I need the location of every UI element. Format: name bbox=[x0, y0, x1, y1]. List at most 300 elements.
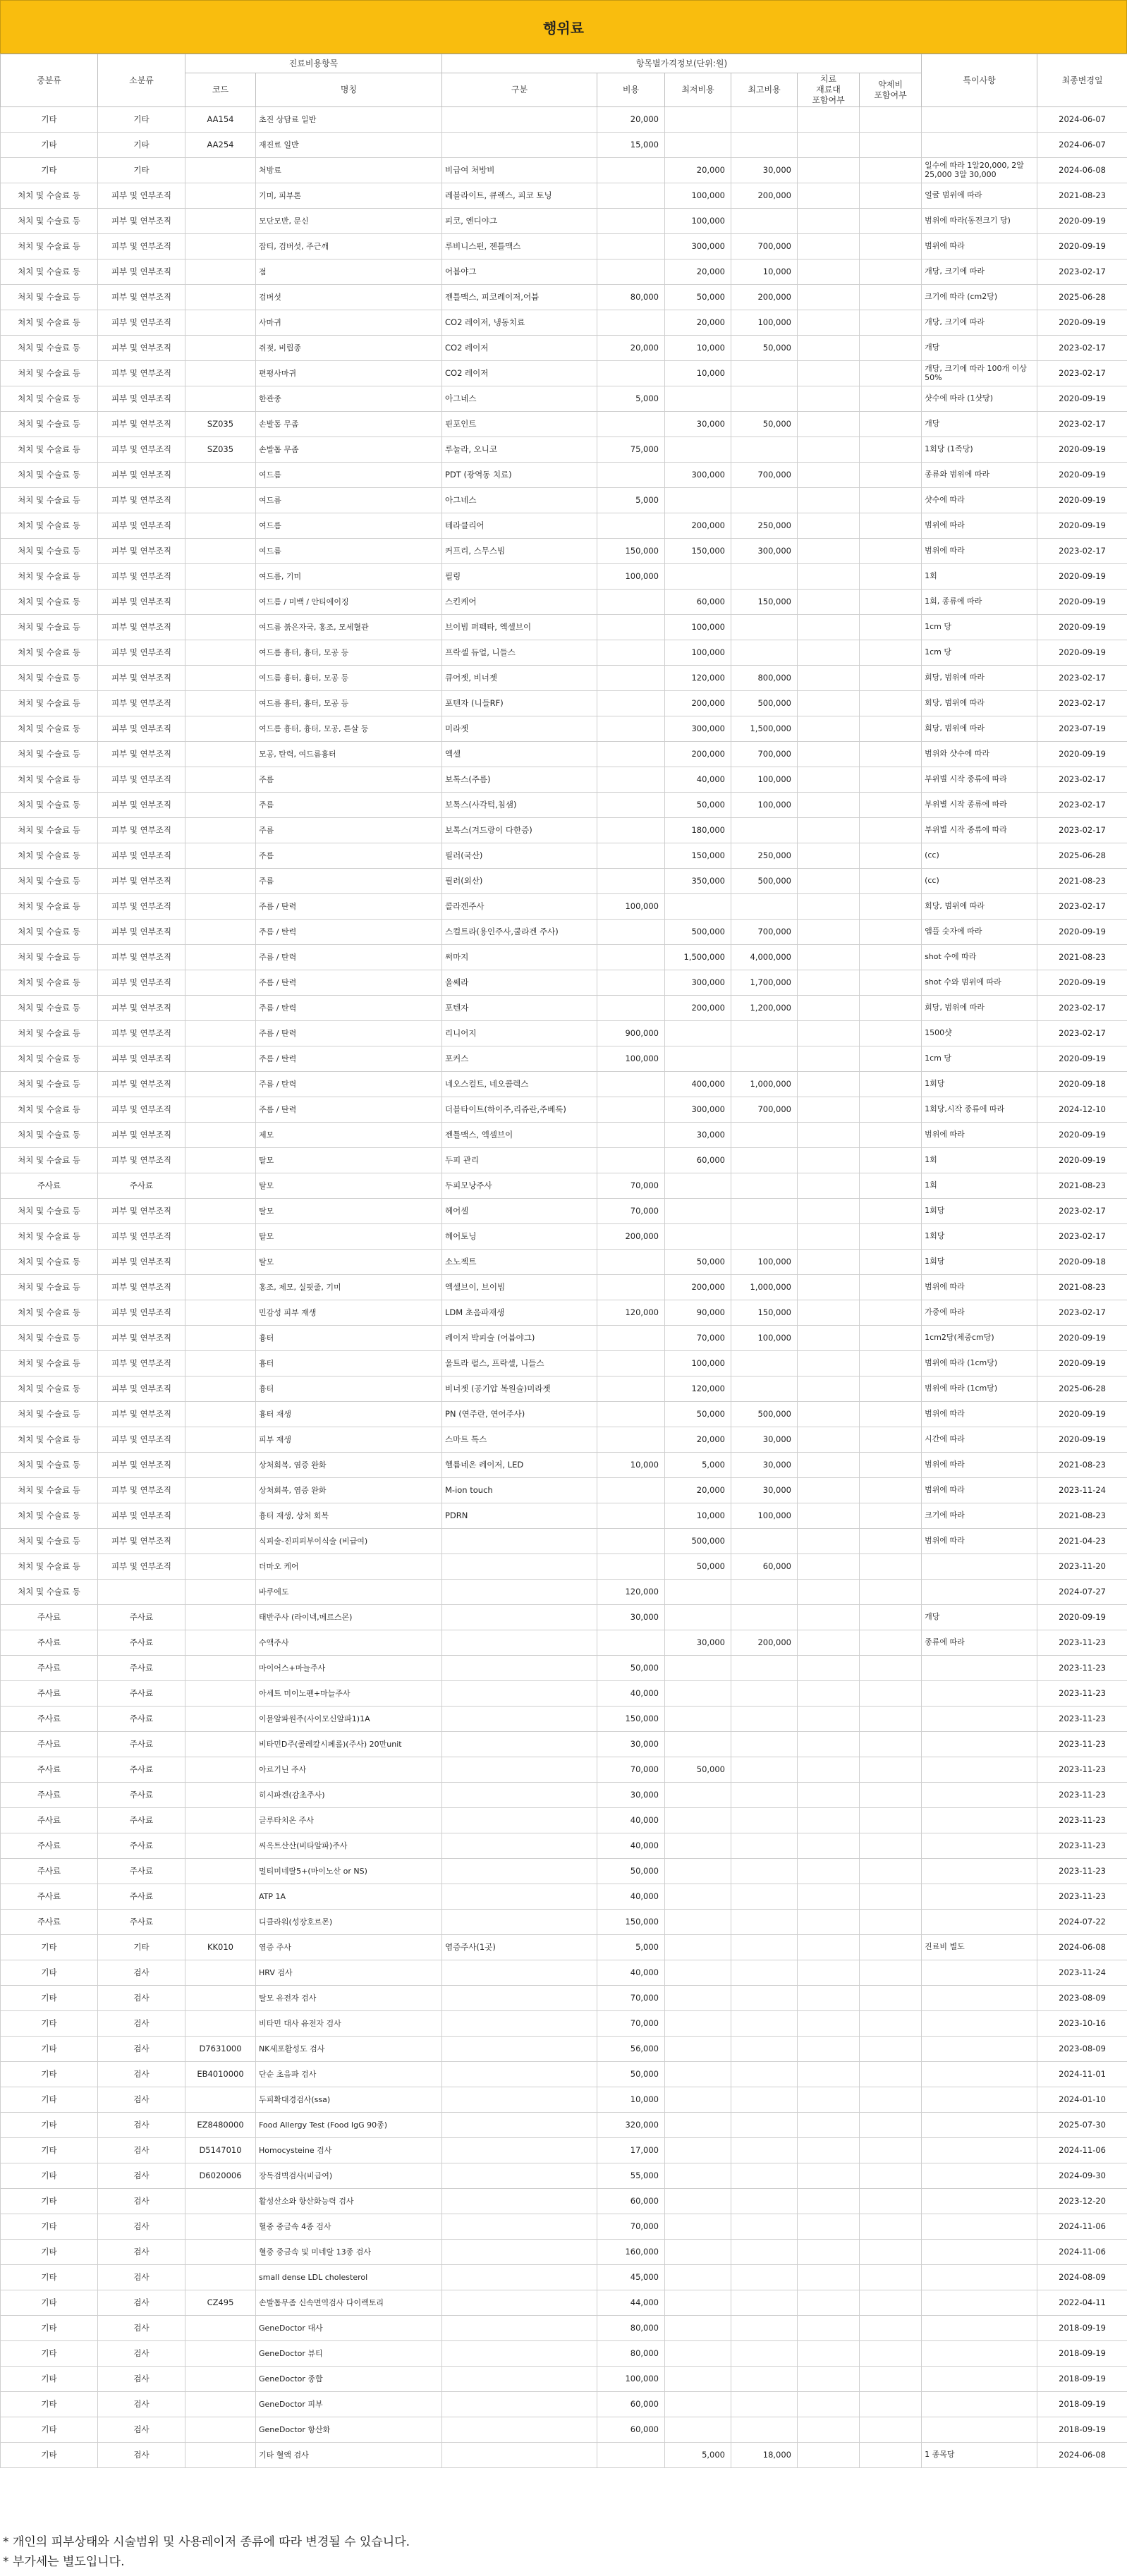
header-max-cost: 최고비용 bbox=[731, 73, 798, 107]
cell-minor-category: 주사료 bbox=[98, 1808, 185, 1833]
cell-max-cost bbox=[731, 1732, 798, 1757]
cell-cost: 30,000 bbox=[597, 1783, 665, 1808]
cell-major-category: 기타 bbox=[1, 2443, 98, 2468]
cell-division: 엑셀 bbox=[442, 742, 597, 767]
cell-item-name: 디클라워(성장호르몬) bbox=[256, 1910, 442, 1935]
cell-special-note: 가중에 따라 bbox=[922, 1300, 1037, 1326]
cell-min-cost: 20,000 bbox=[665, 158, 731, 183]
cell-division: 더블타이트(하이주,리쥬란,주베룩) bbox=[442, 1097, 597, 1123]
cell-min-cost: 50,000 bbox=[665, 1402, 731, 1427]
cell-item-name: 탈모 유전자 검사 bbox=[256, 1986, 442, 2011]
cell-material-included bbox=[798, 1681, 860, 1707]
cell-max-cost bbox=[731, 2087, 798, 2113]
cell-major-category: 처치 및 수술료 등 bbox=[1, 1148, 98, 1173]
cell-minor-category: 주사료 bbox=[98, 1910, 185, 1935]
cell-minor-category: 피부 및 연부조직 bbox=[98, 691, 185, 716]
cell-material-included bbox=[798, 209, 860, 234]
table-row bbox=[1, 513, 1127, 539]
cell-max-cost bbox=[731, 2113, 798, 2138]
cell-min-cost: 60,000 bbox=[665, 1148, 731, 1173]
cell-item-name: 손발톱무좀 신속면역검사 다이렉토리 bbox=[256, 2290, 442, 2316]
cell-drug-included bbox=[860, 1554, 922, 1580]
cell-division: 큐어젯, 비너젯 bbox=[442, 666, 597, 691]
table-row bbox=[1, 1580, 1127, 1605]
cell-division: 필링 bbox=[442, 564, 597, 590]
cell-minor-category: 피부 및 연부조직 bbox=[98, 361, 185, 386]
cell-max-cost bbox=[731, 1960, 798, 1986]
cell-updated-date: 2023-02-17 bbox=[1037, 260, 1127, 285]
table-row bbox=[1, 437, 1127, 463]
cell-min-cost bbox=[665, 2087, 731, 2113]
cell-max-cost: 700,000 bbox=[731, 463, 798, 488]
cell-min-cost: 50,000 bbox=[665, 1250, 731, 1275]
cell-drug-included bbox=[860, 1605, 922, 1630]
cell-item-code bbox=[185, 1199, 256, 1224]
table-row bbox=[1, 310, 1127, 336]
cell-major-category: 처치 및 수술료 등 bbox=[1, 1580, 98, 1605]
cell-cost: 15,000 bbox=[597, 133, 665, 158]
cell-max-cost bbox=[731, 1656, 798, 1681]
cell-item-code bbox=[185, 818, 256, 843]
cell-item-code bbox=[185, 1554, 256, 1580]
table-row bbox=[1, 590, 1127, 615]
cell-updated-date: 2024-06-08 bbox=[1037, 1935, 1127, 1960]
cell-min-cost bbox=[665, 564, 731, 590]
cell-major-category: 기타 bbox=[1, 107, 98, 133]
cell-division: 필러(외산) bbox=[442, 869, 597, 894]
cell-min-cost: 50,000 bbox=[665, 1757, 731, 1783]
cell-drug-included bbox=[860, 1884, 922, 1910]
cell-material-included bbox=[798, 285, 860, 310]
cell-division: 스컬트라(용인주사,쿨라겐 주사) bbox=[442, 920, 597, 945]
cell-major-category: 처치 및 수술료 등 bbox=[1, 1300, 98, 1326]
cell-drug-included bbox=[860, 1148, 922, 1173]
table-row bbox=[1, 1478, 1127, 1503]
cell-item-name: 흉터 bbox=[256, 1326, 442, 1351]
cell-minor-category: 피부 및 연부조직 bbox=[98, 1351, 185, 1376]
cell-item-code bbox=[185, 1529, 256, 1554]
cell-max-cost: 100,000 bbox=[731, 1250, 798, 1275]
cell-drug-included bbox=[860, 1453, 922, 1478]
cell-item-name: 흉터 bbox=[256, 1351, 442, 1376]
cell-updated-date: 2020-09-19 bbox=[1037, 437, 1127, 463]
cell-major-category: 기타 bbox=[1, 2240, 98, 2265]
cell-cost: 70,000 bbox=[597, 2011, 665, 2037]
cell-major-category: 기타 bbox=[1, 2062, 98, 2087]
cell-cost bbox=[597, 1427, 665, 1453]
cell-material-included bbox=[798, 767, 860, 793]
cell-major-category: 주사료 bbox=[1, 1910, 98, 1935]
cell-item-code bbox=[185, 716, 256, 742]
cell-item-code bbox=[185, 2011, 256, 2037]
cell-min-cost: 50,000 bbox=[665, 285, 731, 310]
cell-division: 네오스컬트, 네오콜렉스 bbox=[442, 1072, 597, 1097]
cell-material-included bbox=[798, 488, 860, 513]
cell-item-code bbox=[185, 386, 256, 412]
cell-cost: 60,000 bbox=[597, 2189, 665, 2214]
table-row bbox=[1, 1453, 1127, 1478]
cell-item-code bbox=[185, 1859, 256, 1884]
cell-item-code bbox=[185, 2087, 256, 2113]
cell-min-cost: 1,500,000 bbox=[665, 945, 731, 970]
cell-max-cost bbox=[731, 209, 798, 234]
cell-max-cost: 30,000 bbox=[731, 1453, 798, 1478]
cell-division: 포커스 bbox=[442, 1046, 597, 1072]
cell-division bbox=[442, 1707, 597, 1732]
cell-item-name: 마이어스+마늘주사 bbox=[256, 1656, 442, 1681]
cell-material-included bbox=[798, 158, 860, 183]
cell-item-name: 주름 / 탄력 bbox=[256, 894, 442, 920]
cell-major-category: 처치 및 수술료 등 bbox=[1, 1097, 98, 1123]
cell-item-code bbox=[185, 260, 256, 285]
cell-min-cost bbox=[665, 2037, 731, 2062]
cell-item-name: 홍조, 제모, 실핏줄, 기미 bbox=[256, 1275, 442, 1300]
cell-major-category: 처치 및 수술료 등 bbox=[1, 285, 98, 310]
cell-minor-category: 피부 및 연부조직 bbox=[98, 767, 185, 793]
cell-drug-included bbox=[860, 2189, 922, 2214]
cell-item-code bbox=[185, 1224, 256, 1250]
cell-updated-date: 2020-09-19 bbox=[1037, 1427, 1127, 1453]
table-row bbox=[1, 564, 1127, 590]
cell-item-name: ATP 1A bbox=[256, 1884, 442, 1910]
cell-updated-date: 2018-09-19 bbox=[1037, 2417, 1127, 2443]
cell-min-cost: 90,000 bbox=[665, 1300, 731, 1326]
cell-min-cost: 100,000 bbox=[665, 209, 731, 234]
table-row bbox=[1, 1376, 1127, 1402]
cell-updated-date: 2025-07-30 bbox=[1037, 2113, 1127, 2138]
cell-item-name: 태반주사 (라이넥,메르스몬) bbox=[256, 1605, 442, 1630]
cell-item-name: 단순 초음파 검사 bbox=[256, 2062, 442, 2087]
cell-updated-date: 2021-08-23 bbox=[1037, 1503, 1127, 1529]
cell-max-cost bbox=[731, 361, 798, 386]
cell-min-cost bbox=[665, 386, 731, 412]
table-row bbox=[1, 2443, 1127, 2468]
cell-updated-date: 2023-11-24 bbox=[1037, 1960, 1127, 1986]
cell-minor-category: 검사 bbox=[98, 2138, 185, 2163]
table-row bbox=[1, 1707, 1127, 1732]
cell-min-cost: 200,000 bbox=[665, 996, 731, 1021]
table-row bbox=[1, 2087, 1127, 2113]
cell-max-cost bbox=[731, 2392, 798, 2417]
cell-cost bbox=[597, 793, 665, 818]
cell-division bbox=[442, 1757, 597, 1783]
cell-cost: 20,000 bbox=[597, 107, 665, 133]
cell-item-name: 비타민D주(콜레칼시페롤)(주사) 20만unit bbox=[256, 1732, 442, 1757]
cell-material-included bbox=[798, 2341, 860, 2367]
cell-cost: 320,000 bbox=[597, 2113, 665, 2138]
cell-max-cost: 30,000 bbox=[731, 1478, 798, 1503]
cell-item-code bbox=[185, 2417, 256, 2443]
table-row bbox=[1, 920, 1127, 945]
cell-special-note: 범위에 따라 bbox=[922, 234, 1037, 260]
table-row bbox=[1, 1046, 1127, 1072]
cell-division bbox=[442, 1605, 597, 1630]
table-row bbox=[1, 1935, 1127, 1960]
cell-major-category: 처치 및 수술료 등 bbox=[1, 234, 98, 260]
cell-minor-category: 피부 및 연부조직 bbox=[98, 590, 185, 615]
cell-drug-included bbox=[860, 1986, 922, 2011]
cell-minor-category: 피부 및 연부조직 bbox=[98, 386, 185, 412]
cell-item-name: 바쿠에도 bbox=[256, 1580, 442, 1605]
cell-max-cost bbox=[731, 2163, 798, 2189]
cell-division: PDT (광역동 치료) bbox=[442, 463, 597, 488]
cell-division: CO2 레이저 bbox=[442, 361, 597, 386]
cell-item-name: 두피확대경검사(ssa) bbox=[256, 2087, 442, 2113]
cell-cost bbox=[597, 2443, 665, 2468]
cell-min-cost bbox=[665, 2367, 731, 2392]
table-row bbox=[1, 869, 1127, 894]
cell-material-included bbox=[798, 1275, 860, 1300]
cell-item-name: 손발톱 무좀 bbox=[256, 412, 442, 437]
cell-item-code bbox=[185, 1427, 256, 1453]
cell-major-category: 주사료 bbox=[1, 1884, 98, 1910]
table-row bbox=[1, 1224, 1127, 1250]
cell-min-cost: 180,000 bbox=[665, 818, 731, 843]
cell-updated-date: 2023-02-17 bbox=[1037, 1224, 1127, 1250]
cell-min-cost bbox=[665, 1224, 731, 1250]
cell-special-note: (cc) bbox=[922, 843, 1037, 869]
cell-minor-category: 피부 및 연부조직 bbox=[98, 183, 185, 209]
table-row bbox=[1, 539, 1127, 564]
cell-updated-date: 2023-11-23 bbox=[1037, 1681, 1127, 1707]
cell-min-cost: 30,000 bbox=[665, 1123, 731, 1148]
cell-min-cost: 500,000 bbox=[665, 1529, 731, 1554]
cell-minor-category: 피부 및 연부조직 bbox=[98, 970, 185, 996]
cell-item-code bbox=[185, 1351, 256, 1376]
cell-minor-category: 피부 및 연부조직 bbox=[98, 1554, 185, 1580]
cell-min-cost bbox=[665, 1021, 731, 1046]
cell-division: 헬륨네온 레이저, LED bbox=[442, 1453, 597, 1478]
cell-min-cost: 120,000 bbox=[665, 1376, 731, 1402]
cell-division: LDM 초음파재생 bbox=[442, 1300, 597, 1326]
cell-cost: 70,000 bbox=[597, 2214, 665, 2240]
table-row bbox=[1, 1199, 1127, 1224]
cell-min-cost: 10,000 bbox=[665, 361, 731, 386]
cell-special-note: 범위에 따라 bbox=[922, 1123, 1037, 1148]
cell-major-category: 기타 bbox=[1, 158, 98, 183]
cell-minor-category: 피부 및 연부조직 bbox=[98, 1199, 185, 1224]
table-row bbox=[1, 412, 1127, 437]
cell-item-code bbox=[185, 1250, 256, 1275]
cell-minor-category: 피부 및 연부조직 bbox=[98, 1250, 185, 1275]
cell-material-included bbox=[798, 1910, 860, 1935]
cell-minor-category: 피부 및 연부조직 bbox=[98, 1376, 185, 1402]
cell-item-code bbox=[185, 1681, 256, 1707]
cell-division: 보톡스(겨드랑이 다한증) bbox=[442, 818, 597, 843]
cell-max-cost: 1,000,000 bbox=[731, 1275, 798, 1300]
cell-material-included bbox=[798, 970, 860, 996]
cell-minor-category: 주사료 bbox=[98, 1173, 185, 1199]
cell-min-cost: 40,000 bbox=[665, 767, 731, 793]
cell-item-code bbox=[185, 513, 256, 539]
cell-drug-included bbox=[860, 2037, 922, 2062]
table-row bbox=[1, 2011, 1127, 2037]
cell-minor-category: 검사 bbox=[98, 1986, 185, 2011]
cell-item-code bbox=[185, 1097, 256, 1123]
cell-minor-category: 주사료 bbox=[98, 1656, 185, 1681]
cell-max-cost bbox=[731, 488, 798, 513]
cell-division bbox=[442, 2037, 597, 2062]
cell-min-cost: 300,000 bbox=[665, 970, 731, 996]
cell-material-included bbox=[798, 2367, 860, 2392]
table-row bbox=[1, 1732, 1127, 1757]
cell-division: 헤어토닝 bbox=[442, 1224, 597, 1250]
cell-item-name: 주름 / 탄력 bbox=[256, 996, 442, 1021]
cell-item-name: 상처회복, 염증 완화 bbox=[256, 1453, 442, 1478]
cell-drug-included bbox=[860, 1173, 922, 1199]
cell-material-included bbox=[798, 2087, 860, 2113]
cell-cost bbox=[597, 767, 665, 793]
cell-material-included bbox=[798, 818, 860, 843]
cell-cost: 17,000 bbox=[597, 2138, 665, 2163]
cell-max-cost: 1,200,000 bbox=[731, 996, 798, 1021]
cell-cost bbox=[597, 209, 665, 234]
cell-minor-category: 피부 및 연부조직 bbox=[98, 640, 185, 666]
cell-minor-category: 피부 및 연부조직 bbox=[98, 1300, 185, 1326]
cell-special-note bbox=[922, 1859, 1037, 1884]
cell-cost: 120,000 bbox=[597, 1300, 665, 1326]
cell-major-category: 처치 및 수술료 등 bbox=[1, 716, 98, 742]
cell-min-cost: 300,000 bbox=[665, 716, 731, 742]
cell-material-included bbox=[798, 843, 860, 869]
cell-max-cost bbox=[731, 1046, 798, 1072]
cell-max-cost: 500,000 bbox=[731, 1402, 798, 1427]
table-row bbox=[1, 1300, 1127, 1326]
cell-major-category: 처치 및 수술료 등 bbox=[1, 260, 98, 285]
cell-major-category: 주사료 bbox=[1, 1783, 98, 1808]
cell-min-cost bbox=[665, 1707, 731, 1732]
cell-drug-included bbox=[860, 1326, 922, 1351]
table-row bbox=[1, 1173, 1127, 1199]
cell-updated-date: 2023-08-09 bbox=[1037, 1986, 1127, 2011]
cell-cost: 80,000 bbox=[597, 2316, 665, 2341]
cell-special-note: 범위에 따라(동전크기 당) bbox=[922, 209, 1037, 234]
cell-max-cost: 4,000,000 bbox=[731, 945, 798, 970]
cell-updated-date: 2023-02-17 bbox=[1037, 767, 1127, 793]
cell-drug-included bbox=[860, 2265, 922, 2290]
cell-item-name: 주름 bbox=[256, 818, 442, 843]
cell-material-included bbox=[798, 1783, 860, 1808]
cell-special-note bbox=[922, 1783, 1037, 1808]
cell-cost bbox=[597, 1250, 665, 1275]
cell-min-cost bbox=[665, 1833, 731, 1859]
cell-updated-date: 2023-11-23 bbox=[1037, 1656, 1127, 1681]
cell-division bbox=[442, 133, 597, 158]
cell-division bbox=[442, 1859, 597, 1884]
cell-minor-category: 검사 bbox=[98, 2341, 185, 2367]
cell-major-category: 주사료 bbox=[1, 1605, 98, 1630]
cell-minor-category: 피부 및 연부조직 bbox=[98, 1224, 185, 1250]
cell-special-note bbox=[922, 2417, 1037, 2443]
cell-updated-date: 2018-09-19 bbox=[1037, 2341, 1127, 2367]
cell-drug-included bbox=[860, 564, 922, 590]
table-row bbox=[1, 488, 1127, 513]
cell-material-included bbox=[798, 1351, 860, 1376]
cell-division bbox=[442, 1960, 597, 1986]
cell-division bbox=[442, 2214, 597, 2240]
cell-max-cost bbox=[731, 615, 798, 640]
cell-updated-date: 2023-02-17 bbox=[1037, 894, 1127, 920]
cell-special-note: 부위별 시작 종류에 따라 bbox=[922, 793, 1037, 818]
cell-major-category: 처치 및 수술료 등 bbox=[1, 310, 98, 336]
header-special: 특이사항 bbox=[922, 54, 1037, 107]
cell-special-note: 개당, 크기에 따라 100개 이상 50% bbox=[922, 361, 1037, 386]
table-row bbox=[1, 1910, 1127, 1935]
cell-updated-date: 2018-09-19 bbox=[1037, 2367, 1127, 2392]
cell-item-name: 여드름 bbox=[256, 488, 442, 513]
cell-drug-included bbox=[860, 1757, 922, 1783]
table-row bbox=[1, 1783, 1127, 1808]
cell-max-cost: 200,000 bbox=[731, 183, 798, 209]
cell-max-cost bbox=[731, 133, 798, 158]
cell-cost bbox=[597, 1503, 665, 1529]
cell-special-note: 개당 bbox=[922, 1605, 1037, 1630]
footnote-1: * 개인의 피부상태와 시술범위 및 사용레이저 종류에 따라 변경될 수 있습니다. bbox=[3, 2535, 410, 2549]
cell-major-category: 처치 및 수술료 등 bbox=[1, 1072, 98, 1097]
table-row bbox=[1, 1808, 1127, 1833]
cell-min-cost bbox=[665, 2341, 731, 2367]
cell-drug-included bbox=[860, 2113, 922, 2138]
cell-special-note bbox=[922, 1884, 1037, 1910]
cell-major-category: 처치 및 수술료 등 bbox=[1, 412, 98, 437]
cell-min-cost: 300,000 bbox=[665, 463, 731, 488]
cell-drug-included bbox=[860, 1630, 922, 1656]
cell-minor-category: 피부 및 연부조직 bbox=[98, 1148, 185, 1173]
cell-minor-category: 피부 및 연부조직 bbox=[98, 1529, 185, 1554]
cell-item-code bbox=[185, 1808, 256, 1833]
table-row bbox=[1, 158, 1127, 183]
cell-material-included bbox=[798, 2189, 860, 2214]
cell-item-name: 주름 bbox=[256, 793, 442, 818]
cell-item-code bbox=[185, 1656, 256, 1681]
cell-cost bbox=[597, 869, 665, 894]
cell-max-cost: 60,000 bbox=[731, 1554, 798, 1580]
cell-item-name: 수액주사 bbox=[256, 1630, 442, 1656]
cell-division: 아그네스 bbox=[442, 488, 597, 513]
cell-min-cost bbox=[665, 107, 731, 133]
cell-material-included bbox=[798, 1757, 860, 1783]
cell-max-cost: 100,000 bbox=[731, 767, 798, 793]
cell-special-note bbox=[922, 1757, 1037, 1783]
cell-item-name: small dense LDL cholesterol bbox=[256, 2265, 442, 2290]
cell-special-note: 회당, 범위에 따라 bbox=[922, 716, 1037, 742]
cell-material-included bbox=[798, 2011, 860, 2037]
cell-updated-date: 2021-08-23 bbox=[1037, 1275, 1127, 1300]
cell-max-cost bbox=[731, 2316, 798, 2341]
cell-drug-included bbox=[860, 1833, 922, 1859]
cell-item-name: 흉터 bbox=[256, 1376, 442, 1402]
cell-special-note: 회당, 범위에 따라 bbox=[922, 996, 1037, 1021]
cell-division: 콜라겐주사 bbox=[442, 894, 597, 920]
cell-material-included bbox=[798, 361, 860, 386]
cell-special-note: 1회당,시작 종류에 따라 bbox=[922, 1097, 1037, 1123]
cell-cost bbox=[597, 666, 665, 691]
cell-drug-included bbox=[860, 1046, 922, 1072]
cell-item-code: AA254 bbox=[185, 133, 256, 158]
header-material bbox=[798, 73, 860, 107]
cell-item-name: 모공, 탄력, 여드름흉터 bbox=[256, 742, 442, 767]
cell-major-category: 처치 및 수술료 등 bbox=[1, 1326, 98, 1351]
cell-min-cost bbox=[665, 1199, 731, 1224]
cell-drug-included bbox=[860, 361, 922, 386]
cell-special-note bbox=[922, 1910, 1037, 1935]
cell-minor-category: 검사 bbox=[98, 2392, 185, 2417]
cell-special-note bbox=[922, 1833, 1037, 1859]
cell-material-included bbox=[798, 793, 860, 818]
cell-min-cost bbox=[665, 1859, 731, 1884]
cell-cost bbox=[597, 742, 665, 767]
cell-item-name: 여드름 bbox=[256, 513, 442, 539]
